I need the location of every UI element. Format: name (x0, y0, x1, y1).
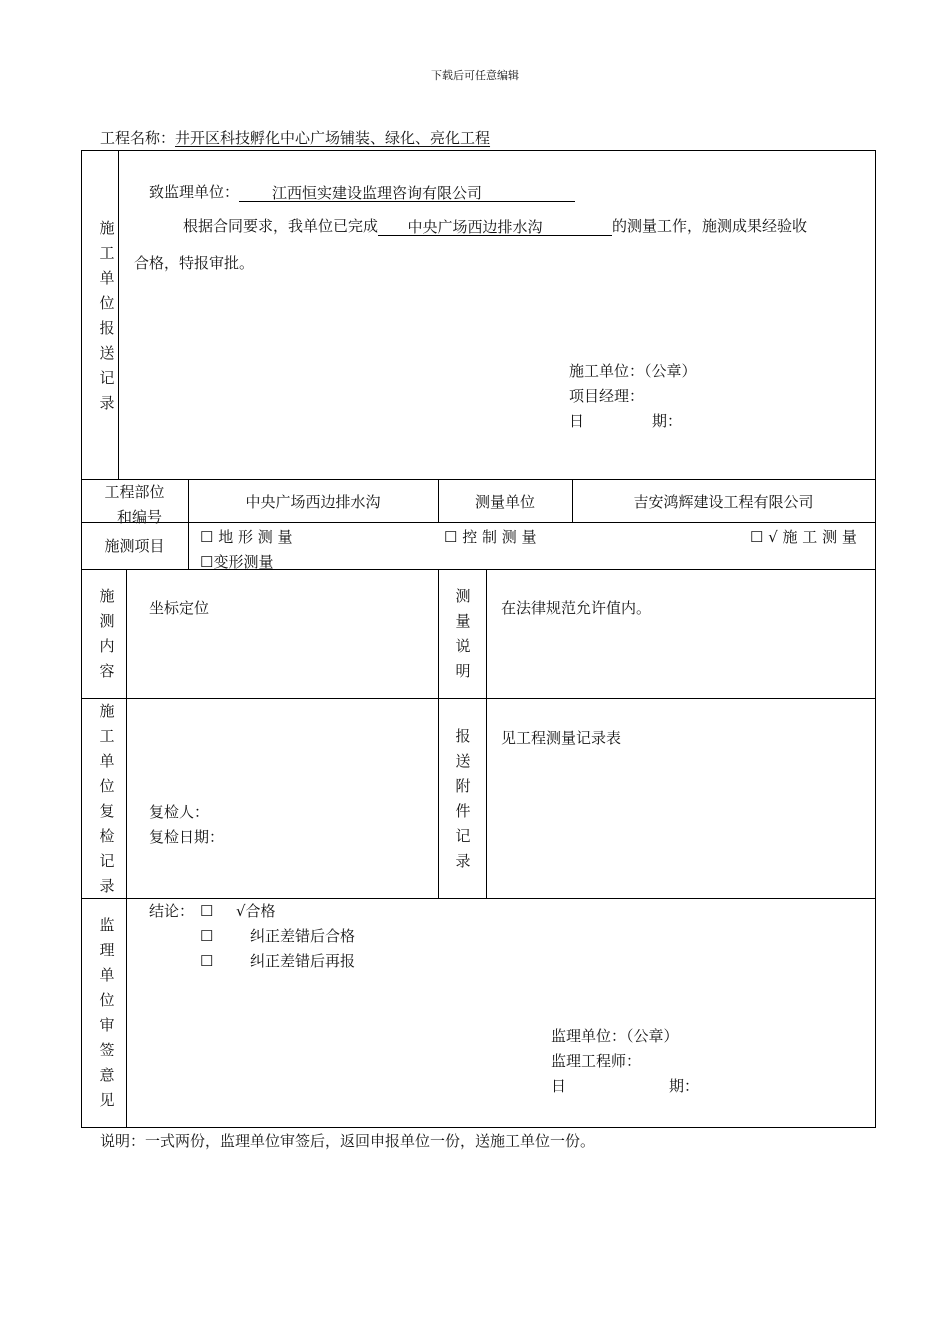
content-side-label: 施 测 内 容 (99, 587, 115, 680)
opt1-label: √合格 (236, 902, 276, 920)
footer-note: 说明：一式两份，监理单位审签后，返回申报单位一份，送施工单位一份。 (100, 1132, 596, 1150)
review-sign-engineer: 监理工程师： (551, 1052, 642, 1070)
opt1-checkbox: ☐ (200, 902, 214, 920)
opt2-checkbox: ☐ (200, 927, 214, 945)
submission-side-label: 施 工 单 位 报 送 记 录 (99, 219, 115, 412)
opt3-label: 纠正差错后再报 (250, 952, 356, 970)
submission-body-line1: 根据合同要求，我单位已完成 中央广场西边排水沟 的测量工作，施测成果经验收 (183, 217, 808, 236)
opt-control: ☐ 控 制 测 量 (444, 528, 537, 546)
opt-deformation: ☐变形测量 (200, 553, 274, 571)
sign-date-label: 日 (569, 412, 585, 430)
header-note: 下载后可任意编辑 (431, 69, 519, 82)
submission-body-line2: 合格，特报审批。 (134, 254, 255, 272)
project-name: 井开区科技孵化中心广场铺装、绿化、亮化工程 (175, 129, 491, 147)
review-sign-date-label: 日 (551, 1077, 567, 1095)
location-label-1: 工程部位 (104, 483, 165, 501)
attach-side-label: 报 送 附 件 记 录 (455, 727, 471, 870)
note-side-label: 测 量 说 明 (455, 587, 471, 680)
completed-item: 中央广场西边排水沟 (378, 217, 612, 236)
opt-terrain: ☐ 地 形 测 量 (200, 528, 293, 546)
survey-unit-value: 吉安鸿辉建设工程有限公司 (633, 493, 814, 511)
location-label-2: 和编号 (116, 508, 162, 526)
project-label: 工程名称： (100, 129, 176, 147)
recheck-date: 复检日期： (149, 828, 225, 846)
survey-unit-label: 测量单位 (474, 493, 535, 511)
project-line (100, 128, 490, 148)
sign-date-label-2: 期： (652, 412, 683, 430)
location-value: 中央广场西边排水沟 (245, 493, 381, 511)
conclusion-label: 结论： (149, 902, 195, 920)
recheck-person: 复检人： (149, 803, 210, 821)
to-label: 致监理单位： (149, 183, 240, 201)
note-value: 在法律规范允许值内。 (501, 599, 652, 617)
attach-value: 见工程测量记录表 (501, 729, 622, 747)
sign-manager: 项目经理： (569, 387, 645, 405)
survey-items-label: 施测项目 (104, 537, 165, 555)
opt2-label: 纠正差错后合格 (250, 927, 356, 945)
recheck-side-label: 施 工 单 位 复 检 记 录 (99, 702, 115, 895)
review-sign-date-label-2: 期： (669, 1077, 700, 1095)
content-value: 坐标定位 (149, 599, 210, 617)
to-supervisor-line (149, 182, 575, 202)
sign-unit: 施工单位：（公章） (569, 362, 697, 380)
review-sign-unit: 监理单位：（公章） (551, 1027, 679, 1045)
opt3-checkbox: ☐ (200, 952, 214, 970)
review-side-label: 监 理 单 位 审 签 意 见 (99, 916, 115, 1109)
opt-construction: ☐ √ 施 工 测 量 (750, 528, 857, 546)
supervisor-unit: 江西恒实建设监理咨询有限公司 (239, 183, 575, 202)
